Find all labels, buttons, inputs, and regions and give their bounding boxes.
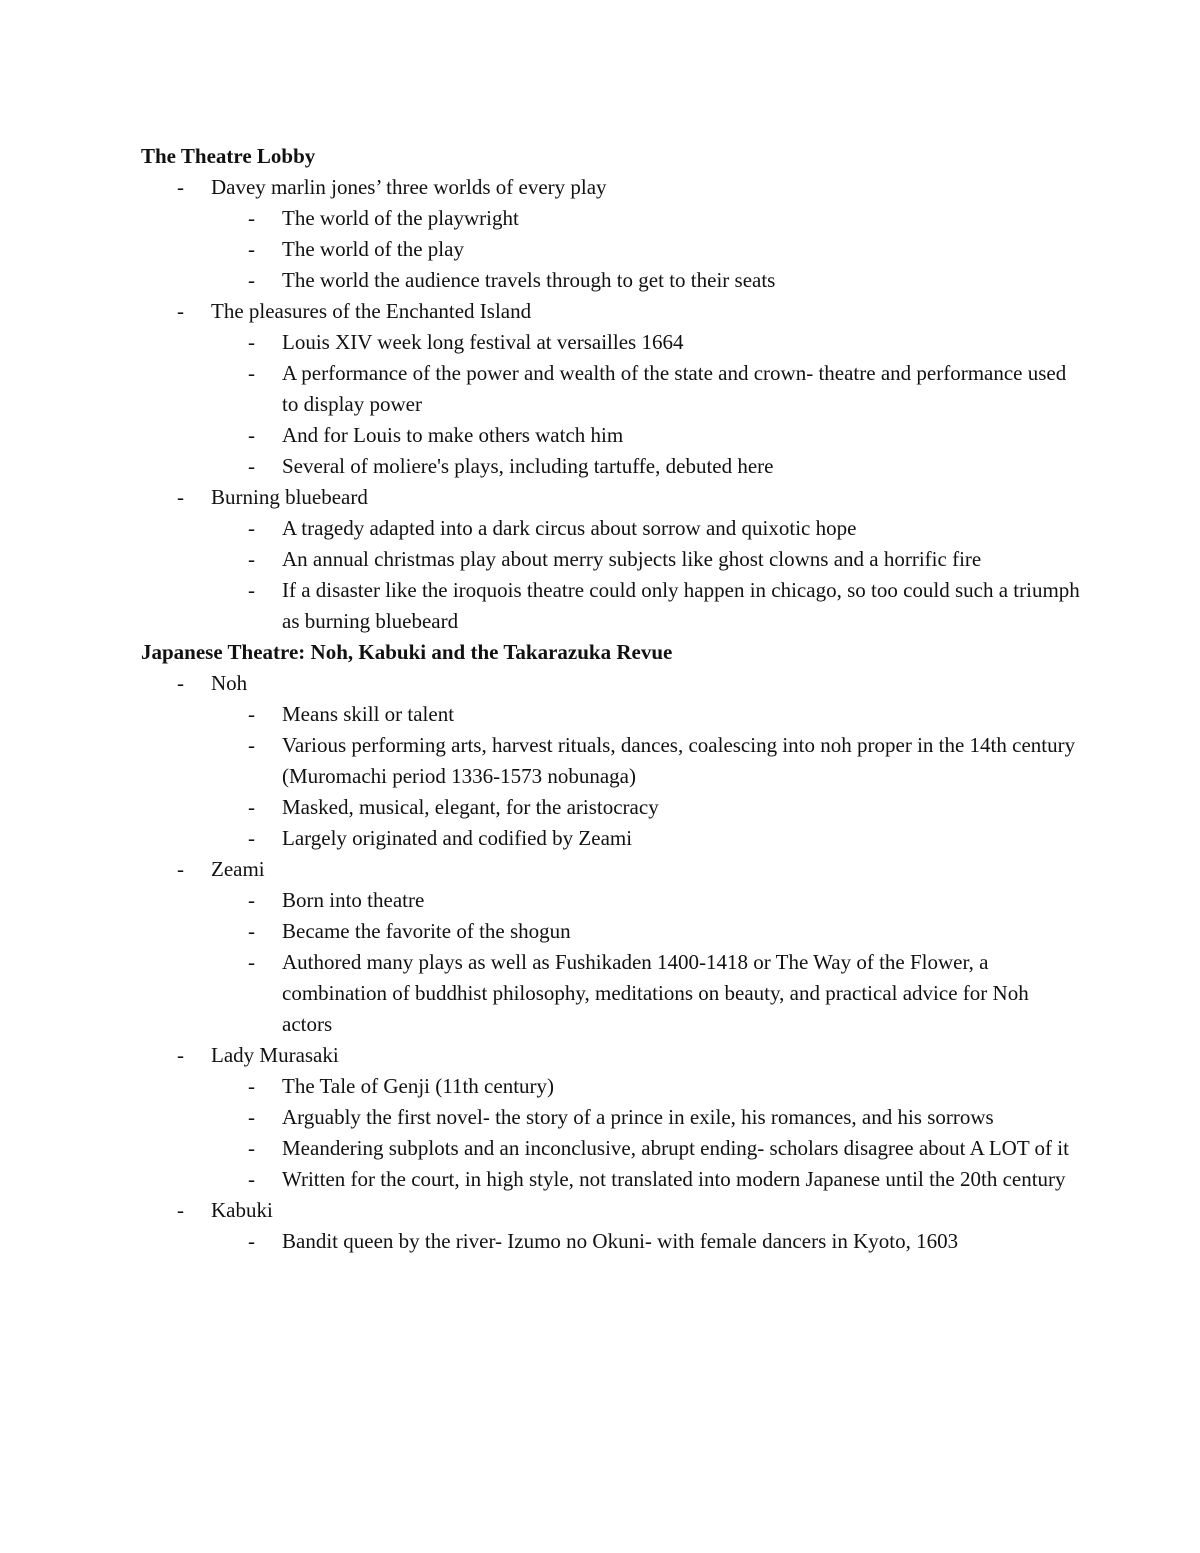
- sub-list-item: [211, 358, 1081, 420]
- sub-list-item: [211, 792, 1081, 823]
- sub-item-text: Arguably the first novel- the story of a prince in exile, his romances, and his sorrows: [282, 1105, 994, 1129]
- bullet-dash: -: [248, 888, 255, 912]
- list-item: [141, 172, 1081, 296]
- sub-bullet-list: [211, 699, 1081, 854]
- bullet-dash: -: [248, 1229, 255, 1253]
- sub-item-text: Several of moliere's plays, including tartuffe, debuted here: [282, 454, 774, 478]
- sub-list-item: [211, 575, 1081, 637]
- bullet-dash: -: [248, 361, 255, 385]
- sub-list-item: [211, 327, 1081, 358]
- sub-item-text: Masked, musical, elegant, for the aristocracy: [282, 795, 659, 819]
- sub-item-text: Authored many plays as well as Fushikaden 1400-1418 or The Way of the Flower, a combination of buddhist philosophy, meditations on beauty, and practical advice for Noh actors: [282, 950, 1029, 1036]
- bullet-dash: -: [248, 919, 255, 943]
- sub-list-item: [211, 1226, 1081, 1257]
- list-item-text: Davey marlin jones’ three worlds of every play: [211, 175, 607, 199]
- sub-bullet-list: [211, 1226, 1081, 1257]
- bullet-dash: -: [248, 237, 255, 261]
- bullet-dash: -: [248, 733, 255, 757]
- sub-item-text: A tragedy adapted into a dark circus about sorrow and quixotic hope: [282, 516, 857, 540]
- section-heading: Japanese Theatre: Noh, Kabuki and the Takarazuka Revue: [141, 640, 673, 664]
- sub-bullet-list: [211, 1071, 1081, 1195]
- bullet-dash: -: [248, 206, 255, 230]
- list-item-text: Zeami: [211, 857, 265, 881]
- sub-list-item: [211, 916, 1081, 947]
- list-item-text: Noh: [211, 671, 248, 695]
- sub-list-item: [211, 1102, 1081, 1133]
- bullet-dash: -: [248, 547, 255, 571]
- sub-item-text: Written for the court, in high style, not translated into modern Japanese until the 20th century: [282, 1167, 1066, 1191]
- bullet-dash: -: [177, 485, 184, 509]
- sub-item-text: Means skill or talent: [282, 702, 455, 726]
- sub-item-text: If a disaster like the iroquois theatre could only happen in chicago, so too could such a triumph as burning bluebeard: [282, 578, 1080, 633]
- bullet-dash: -: [248, 826, 255, 850]
- sub-item-text: Bandit queen by the river- Izumo no Okuni- with female dancers in Kyoto, 1603: [282, 1229, 959, 1253]
- bullet-dash: -: [248, 578, 255, 602]
- bullet-dash: -: [248, 454, 255, 478]
- bullet-dash: -: [248, 950, 255, 974]
- sub-item-text: And for Louis to make others watch him: [282, 423, 624, 447]
- sub-item-text: Meandering subplots and an inconclusive, abrupt ending- scholars disagree about A LOT of it: [282, 1136, 1069, 1160]
- sub-list-item: [211, 1164, 1081, 1195]
- list-item: [141, 296, 1081, 482]
- sub-list-item: [211, 203, 1081, 234]
- sub-list-item: [211, 234, 1081, 265]
- sub-list-item: [211, 544, 1081, 575]
- list-item-text: Lady Murasaki: [211, 1043, 339, 1067]
- sub-item-text: A performance of the power and wealth of the state and crown- theatre and performance used to display power: [282, 361, 1067, 416]
- sub-list-item: [211, 823, 1081, 854]
- bullet-dash: -: [248, 1167, 255, 1191]
- sub-list-item: [211, 699, 1081, 730]
- sub-item-text: Largely originated and codified by Zeami: [282, 826, 633, 850]
- sub-list-item: [211, 730, 1081, 792]
- bullet-dash: -: [177, 671, 184, 695]
- bullet-dash: -: [248, 1074, 255, 1098]
- sub-item-text: Became the favorite of the shogun: [282, 919, 571, 943]
- sub-item-text: The world the audience travels through to get to their seats: [282, 268, 776, 292]
- bullet-dash: -: [248, 516, 255, 540]
- sub-item-text: Louis XIV week long festival at versailles 1664: [282, 330, 684, 354]
- bullet-dash: -: [248, 330, 255, 354]
- sub-bullet-list: [211, 203, 1081, 296]
- sub-item-text: The world of the playwright: [282, 206, 519, 230]
- bullet-list: [141, 172, 1081, 637]
- list-item-text: Burning bluebeard: [211, 485, 368, 509]
- list-item: [141, 668, 1081, 854]
- sub-list-item: [211, 420, 1081, 451]
- bullet-dash: -: [248, 1136, 255, 1160]
- sub-list-item: [211, 265, 1081, 296]
- list-item: [141, 854, 1081, 1040]
- bullet-dash: -: [177, 1198, 184, 1222]
- bullet-dash: -: [248, 795, 255, 819]
- bullet-dash: -: [248, 268, 255, 292]
- bullet-dash: -: [177, 175, 184, 199]
- sub-item-text: An annual christmas play about merry subjects like ghost clowns and a horrific fire: [282, 547, 982, 571]
- bullet-dash: -: [248, 1105, 255, 1129]
- sub-item-text: Born into theatre: [282, 888, 425, 912]
- sub-list-item: [211, 1071, 1081, 1102]
- list-item: [141, 1040, 1081, 1195]
- bullet-dash: -: [248, 702, 255, 726]
- sub-list-item: [211, 451, 1081, 482]
- sub-item-text: The Tale of Genji (11th century): [282, 1074, 555, 1098]
- sub-list-item: [211, 513, 1081, 544]
- bullet-dash: -: [177, 1043, 184, 1067]
- list-item: [141, 482, 1081, 637]
- sub-item-text: The world of the play: [282, 237, 464, 261]
- bullet-list: [141, 668, 1081, 1257]
- bullet-dash: -: [177, 299, 184, 323]
- list-item-text: The pleasures of the Enchanted Island: [211, 299, 532, 323]
- list-item-text: Kabuki: [211, 1198, 273, 1222]
- sub-bullet-list: [211, 885, 1081, 1040]
- document-body: [141, 141, 1081, 1257]
- sub-bullet-list: [211, 327, 1081, 482]
- sub-list-item: [211, 947, 1081, 1040]
- section-heading: The Theatre Lobby: [141, 144, 316, 168]
- sub-list-item: [211, 885, 1081, 916]
- bullet-dash: -: [177, 857, 184, 881]
- sub-bullet-list: [211, 513, 1081, 637]
- list-item: [141, 1195, 1081, 1257]
- bullet-dash: -: [248, 423, 255, 447]
- sub-list-item: [211, 1133, 1081, 1164]
- sub-item-text: Various performing arts, harvest rituals, dances, coalescing into noh proper in the 14th century (Muromachi period 1336-1573 nobunaga): [282, 733, 1076, 788]
